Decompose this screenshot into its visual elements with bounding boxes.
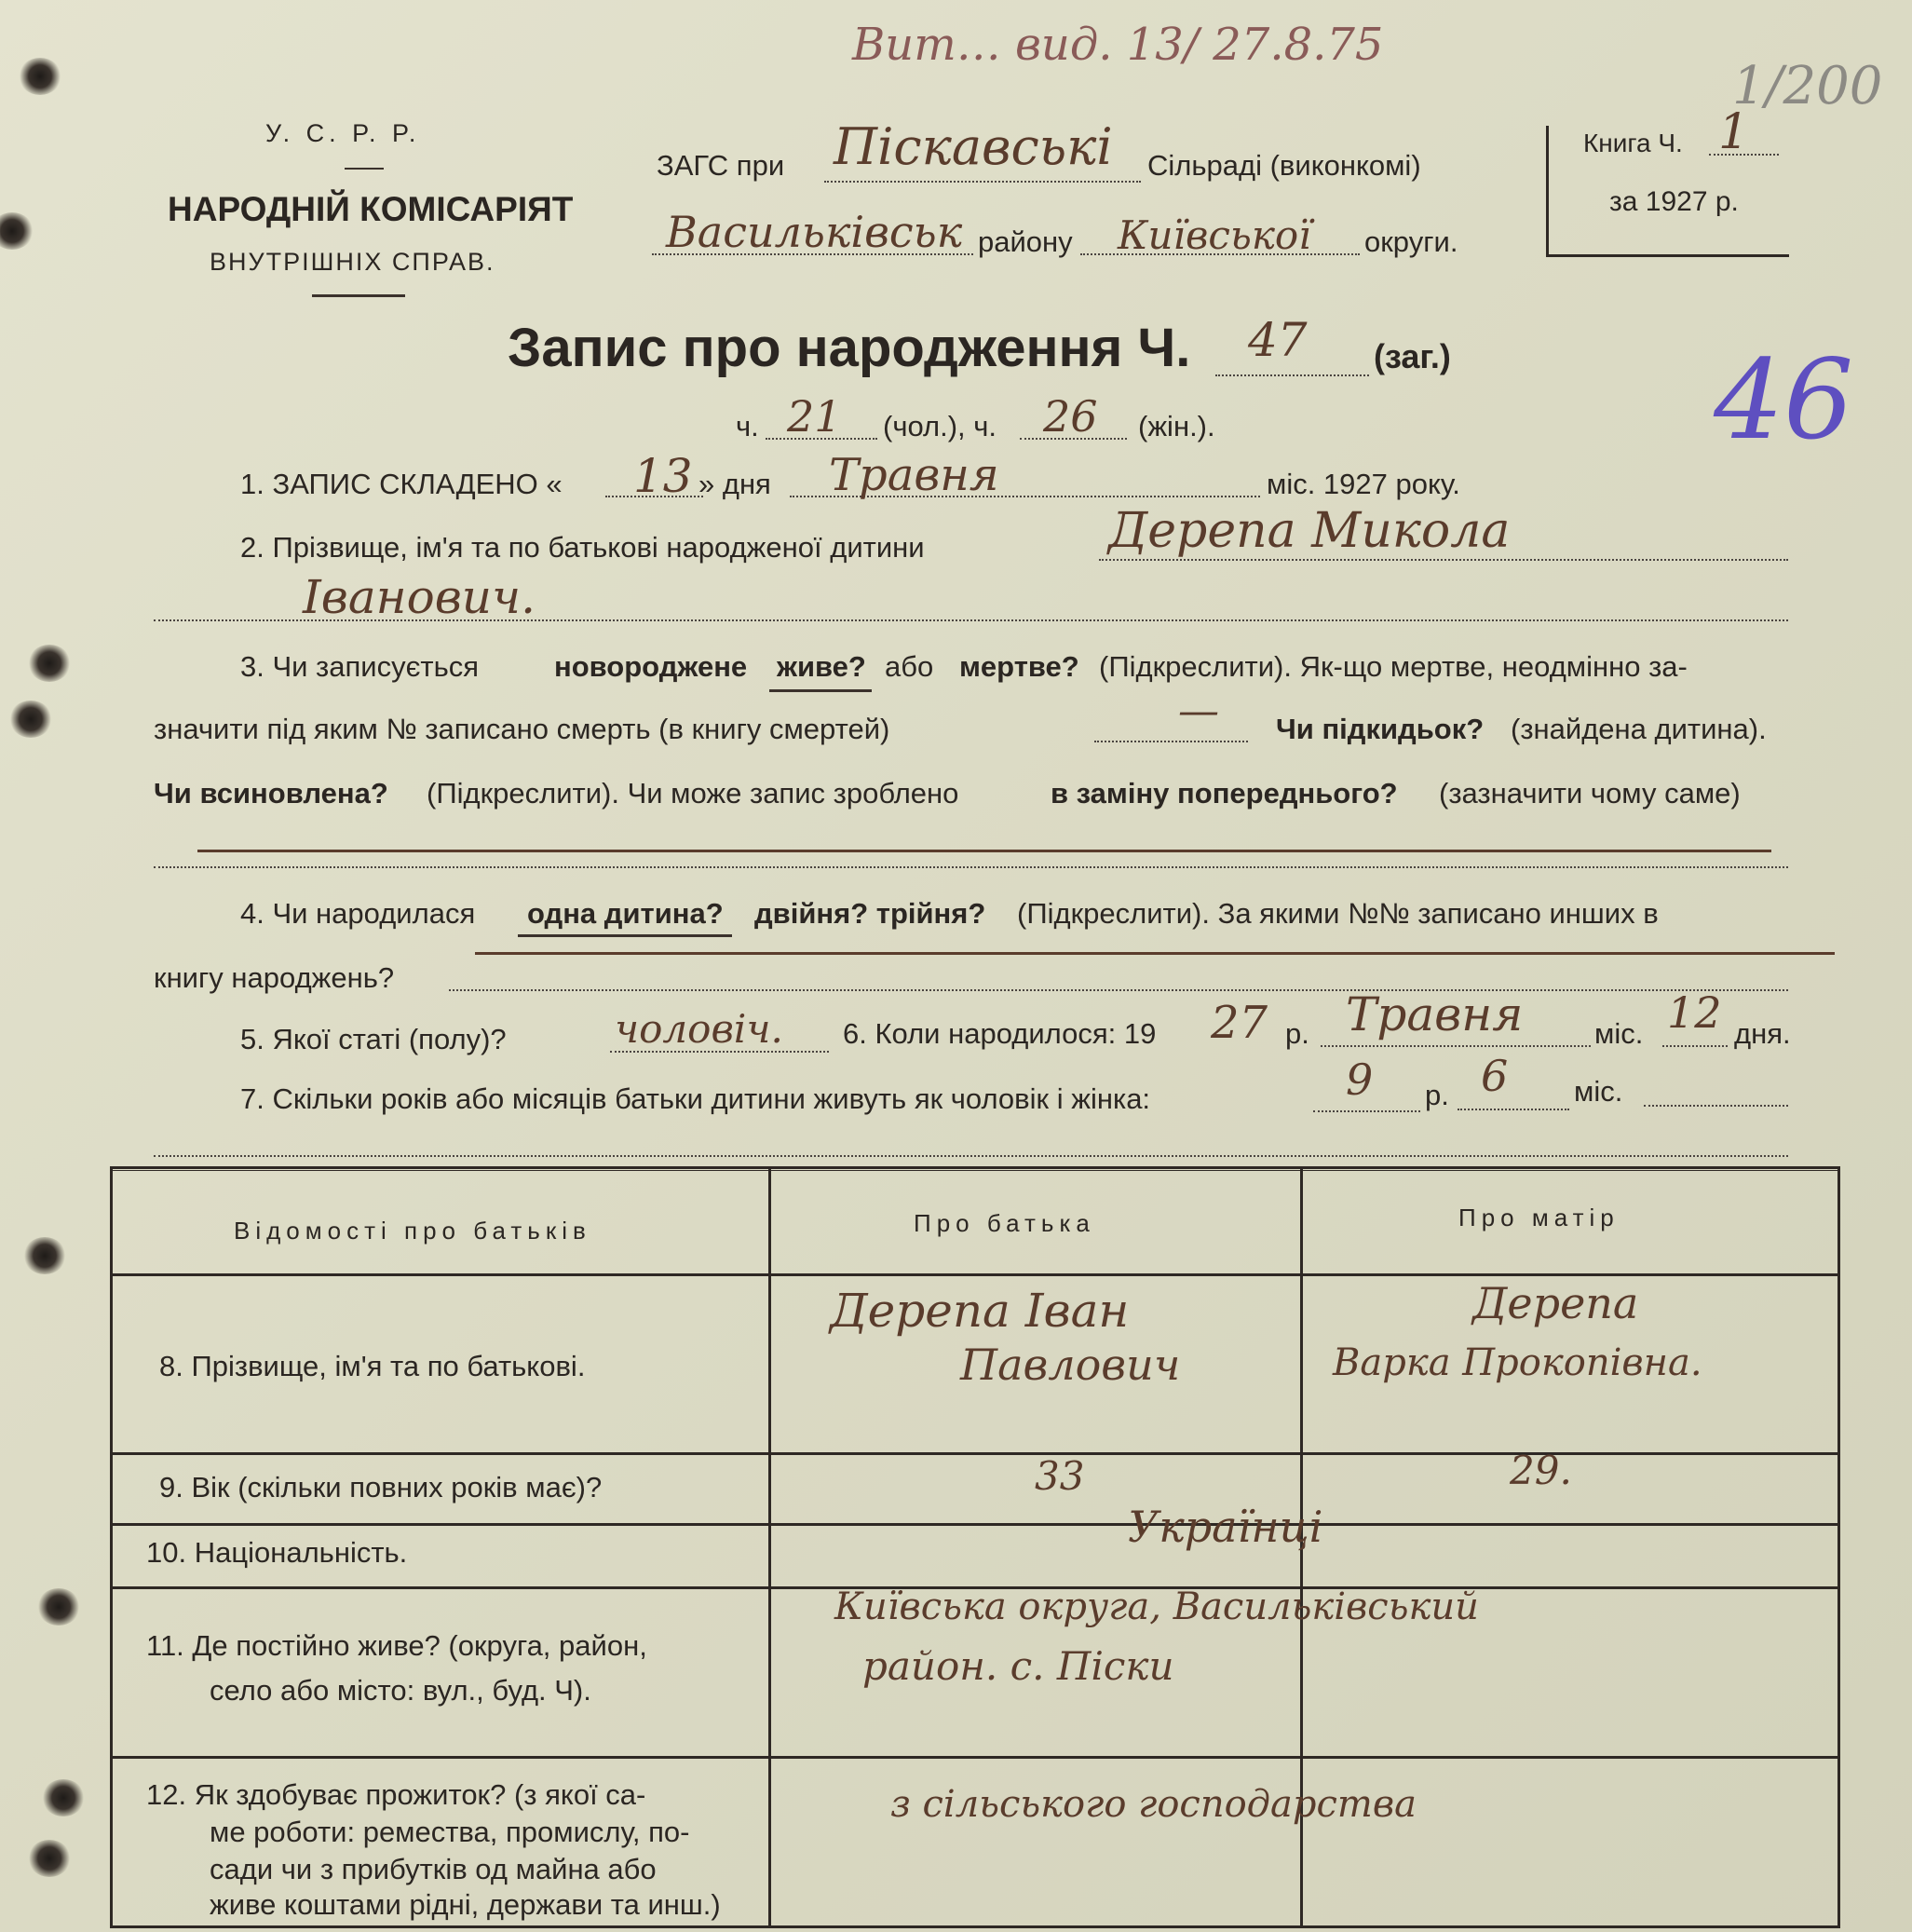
residence-village: район. с. Піски — [862, 1643, 1174, 1689]
row10-label: 10. Національність. — [146, 1536, 408, 1569]
item7-r: р. — [1425, 1079, 1449, 1111]
sheet-number: 46 — [1714, 335, 1854, 464]
child-name: Дерепа Микола — [1108, 503, 1511, 559]
divider — [345, 168, 384, 170]
item3-i: (знайдена дитина). — [1511, 713, 1767, 745]
book-label: Книга Ч. — [1583, 129, 1683, 157]
item1-suffix: міс. 1927 року. — [1267, 468, 1460, 500]
item7-mis: міс. — [1574, 1075, 1623, 1108]
record-title: Запис про народження Ч. — [508, 318, 1191, 378]
record-suffix: (заг.) — [1374, 337, 1451, 375]
fill-line — [824, 181, 1141, 183]
married-years: 9 — [1346, 1054, 1374, 1105]
zags-value: Піскавські — [834, 117, 1113, 176]
okruha-value: Київської — [1118, 212, 1311, 258]
residence: Київська округа, Васильківський — [834, 1585, 1479, 1628]
item4-d: (Підкреслити). За якими №№ записано инших в — [1017, 897, 1659, 930]
fill-line — [154, 866, 1788, 868]
fill-line — [1662, 1045, 1728, 1047]
fill-line — [1094, 741, 1248, 742]
row-divider — [113, 1273, 1837, 1276]
item3-m: (зазначити чому саме) — [1439, 777, 1741, 810]
binder-hole — [28, 1840, 71, 1877]
row9-label: 9. Вік (скільки повних років має)? — [159, 1471, 603, 1503]
birth-year: 27 — [1211, 997, 1268, 1049]
fill-line — [1099, 559, 1788, 561]
item5-label: 5. Якої статі (полу)? — [240, 1023, 507, 1055]
internal-affairs: ВНУТРІШНІХ СПРАВ. — [210, 248, 495, 276]
book-value: 1 — [1718, 104, 1750, 160]
archive-note: Вит… вид. 13/ 27.8.75 — [852, 19, 1384, 71]
item3-dead: мертве? — [959, 650, 1079, 683]
divider — [312, 294, 405, 297]
binder-hole — [0, 212, 34, 250]
item3-f: (Підкреслити). Як-що мертве, неодмінно за- — [1099, 650, 1688, 683]
item1-mid: » дня — [698, 468, 771, 500]
district-value: Васильківськ — [666, 207, 963, 257]
zags-label: ЗАГС при — [657, 149, 785, 182]
underline-alive — [769, 689, 872, 692]
death-number-dash: — — [1178, 687, 1219, 735]
row11-label2: село або місто: вул., буд. Ч). — [210, 1674, 591, 1707]
item3-newborn: новороджене — [554, 650, 748, 683]
item1-month: Травня — [829, 449, 999, 501]
fill-line — [1458, 1109, 1569, 1110]
item1-day: 13 — [633, 449, 693, 503]
sex-value: чоловіч. — [615, 1006, 783, 1052]
binder-hole — [42, 1779, 85, 1816]
row-divider — [113, 1452, 1837, 1455]
binder-hole — [23, 1237, 66, 1274]
item3-adopted: Чи всиновлена? — [154, 777, 388, 810]
item4-a: 4. Чи народилася — [240, 897, 476, 930]
birth-month: Травня — [1346, 987, 1524, 1041]
row12-label3: сади чи з прибутків од майна або — [210, 1853, 657, 1885]
fill-line — [154, 1155, 1788, 1157]
item4-one-child: одна дитина? — [527, 897, 724, 930]
parents-table — [110, 1166, 1840, 1928]
father-age: 33 — [1035, 1453, 1085, 1499]
row-divider — [113, 1756, 1837, 1759]
commissariat-title: НАРОДНІЙ КОМІСАРІЯТ — [168, 190, 574, 228]
birth-day: 12 — [1667, 987, 1722, 1038]
header-parents-info: Відомості про батьків — [234, 1217, 591, 1245]
father-patronymic: Павлович — [960, 1340, 1181, 1390]
item6-mis: міс. — [1594, 1017, 1644, 1050]
item6-r: р. — [1285, 1017, 1309, 1050]
binder-hole — [19, 58, 61, 95]
item3-alive: живе? — [777, 650, 866, 683]
item6-label: 6. Коли народилося: 19 — [843, 1017, 1157, 1050]
occupation: з сільського господарства — [890, 1783, 1417, 1826]
item3-or: або — [885, 650, 934, 683]
child-patronymic: Іванович. — [303, 570, 536, 624]
nationality: Українці — [1128, 1502, 1323, 1552]
row12-label2: ме роботи: ремества, промислу, по- — [210, 1816, 690, 1848]
mother-age: 29. — [1510, 1448, 1572, 1493]
item1-prefix: 1. ЗАПИС СКЛАДЕНО « — [240, 468, 563, 500]
binder-hole — [37, 1588, 80, 1626]
fill-line — [449, 989, 1788, 991]
ch-label: ч. — [736, 410, 759, 442]
fill-line — [1313, 1110, 1420, 1112]
ussr-label: У. С. Р. Р. — [265, 119, 421, 147]
fill-line — [1321, 1045, 1591, 1047]
header-mother: Про матір — [1458, 1204, 1620, 1231]
row12-label: 12. Як здобуває прожиток? (з якої са- — [146, 1778, 646, 1811]
female-label: (жін.). — [1138, 410, 1215, 442]
item3-g: значити під яким № записано смерть (в книгу смертей) — [154, 713, 890, 745]
row-divider — [113, 1170, 1837, 1171]
row8-label: 8. Прізвище, ім'я та по батькові. — [159, 1350, 586, 1382]
mother-surname: Дерепа — [1472, 1278, 1639, 1328]
col-divider — [768, 1169, 771, 1925]
fill-line — [1215, 374, 1369, 376]
fill-line — [1644, 1105, 1788, 1107]
book-year: за 1927 р. — [1609, 186, 1739, 217]
item3-foundling: Чи підкидьок? — [1276, 713, 1485, 745]
item7-label: 7. Скільки років або місяців батьки дитини живуть як чоловік і жінка: — [240, 1082, 1151, 1115]
item2-label: 2. Прізвище, ім'я та по батькові народженої дитини — [240, 531, 925, 564]
item4-twins: двійня? трійня? — [754, 897, 986, 930]
header-father: Про батька — [914, 1209, 1095, 1237]
row11-label: 11. Де постійно живе? (округа, район, — [146, 1629, 647, 1662]
corner-number: 1/200 — [1732, 56, 1883, 116]
row-divider — [113, 1523, 1837, 1526]
okruha-label: округи. — [1364, 225, 1458, 258]
handwritten-dash — [475, 952, 1835, 955]
male-label: (чол.), ч. — [883, 410, 997, 442]
female-number: 26 — [1043, 391, 1098, 442]
binder-hole — [28, 645, 71, 682]
district-label: району — [978, 225, 1073, 258]
silrada-label: Сільраді (виконкомі) — [1147, 149, 1421, 182]
item3-a: 3. Чи записується — [240, 650, 480, 683]
father-surname: Дерепа Іван — [830, 1284, 1130, 1338]
handwritten-dash — [197, 850, 1771, 852]
item3-k: (Підкреслити). Чи може запис зроблено — [427, 777, 959, 810]
binder-hole — [9, 701, 52, 738]
male-number: 21 — [787, 391, 842, 442]
item3-replacement: в заміну попереднього? — [1051, 777, 1398, 810]
item6-dnya: дня. — [1734, 1017, 1791, 1050]
row12-label4: живе коштами рідні, держави та инш.) — [210, 1888, 721, 1921]
record-number: 47 — [1248, 313, 1308, 367]
item4-e: книгу народжень? — [154, 961, 395, 994]
mother-name: Варка Прокопівна. — [1333, 1341, 1702, 1384]
married-months: 6 — [1481, 1051, 1509, 1101]
underline-one-child — [518, 934, 732, 937]
